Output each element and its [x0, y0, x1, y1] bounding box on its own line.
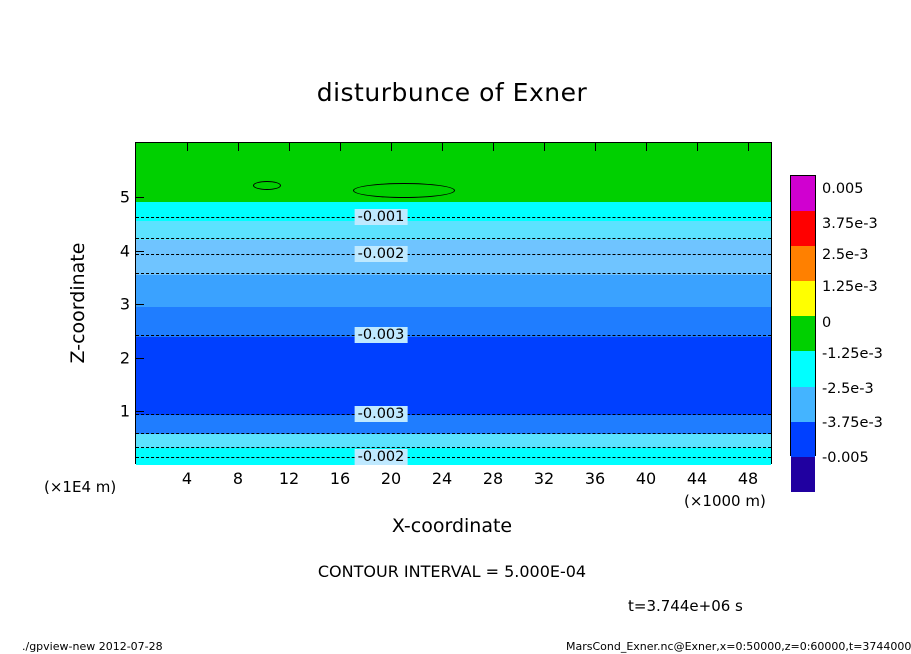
contour-label: -0.001 [355, 209, 408, 225]
footer-right-note: MarsCond_Exner.nc@Exner,x=0:50000,z=0:60000,t=3744000 [566, 640, 911, 653]
x-tick-mark [493, 143, 494, 151]
contour-interval-note: CONTOUR INTERVAL = 5.000E-04 [317, 562, 587, 581]
closed-contour [353, 183, 455, 198]
y-tick-mark [136, 411, 144, 412]
y-tick-label: 4 [119, 241, 130, 261]
colorbar-segment [791, 281, 815, 316]
contour-line [136, 414, 771, 415]
x-tick-mark [697, 143, 698, 151]
x-tick-label: 28 [482, 469, 504, 488]
x-tick-mark [544, 143, 545, 151]
x-tick-label: 20 [380, 469, 402, 488]
band-3 [136, 240, 771, 275]
colorbar [790, 175, 816, 456]
contour-line [136, 217, 771, 218]
contour-plot [119, 142, 772, 488]
colorbar-label: 0 [822, 315, 832, 331]
y-tick-label: 3 [119, 294, 130, 314]
contour-label: -0.003 [355, 327, 408, 343]
y-tick-mark [136, 251, 144, 252]
footer-left-note: ./gpview-new 2012-07-28 [22, 640, 163, 653]
closed-contour [253, 181, 281, 190]
x-tick-label: 48 [737, 469, 759, 488]
x-tick-label: 16 [329, 469, 351, 488]
contour-label: -0.002 [355, 246, 408, 262]
x-tick-label: 12 [278, 469, 300, 488]
contour-label: -0.003 [355, 406, 408, 422]
band-0 [136, 143, 771, 202]
x-tick-label: 4 [181, 469, 193, 488]
band-8 [136, 434, 771, 448]
x-axis-unit: (×1000 m) [684, 492, 766, 510]
y-tick-mark [136, 197, 144, 198]
x-tick-mark [340, 143, 341, 151]
x-tick-mark [289, 143, 290, 151]
x-tick-mark [187, 143, 188, 151]
x-tick-label: 8 [232, 469, 244, 488]
colorbar-label: 3.75e-3 [822, 216, 878, 232]
contour-line [136, 335, 771, 336]
colorbar-label: 1.25e-3 [822, 279, 878, 295]
y-tick-mark [136, 304, 144, 305]
contour-line [136, 447, 771, 448]
x-tick-label: 44 [686, 469, 708, 488]
y-tick-mark [136, 358, 144, 359]
band-5 [136, 307, 771, 337]
y-axis-unit: (×1E4 m) [44, 478, 117, 496]
colorbar-label: -0.005 [822, 450, 869, 466]
x-axis-label: X-coordinate [391, 515, 513, 537]
y-tick-label: 5 [119, 187, 130, 207]
x-tick-mark [391, 143, 392, 151]
y-axis-label: Z-coordinate [67, 242, 89, 364]
x-tick-label: 36 [584, 469, 606, 488]
colorbar-label: -1.25e-3 [822, 346, 883, 362]
contour-line [136, 433, 771, 434]
colorbar-label: 2.5e-3 [822, 247, 869, 263]
contour-line [136, 254, 771, 255]
band-7 [136, 415, 771, 434]
x-tick-mark [748, 143, 749, 151]
band-6 [136, 337, 771, 415]
contour-label: -0.002 [355, 449, 408, 465]
page-title: disturbunce of Exner [316, 78, 588, 107]
band-4 [136, 275, 771, 307]
colorbar-segment [791, 457, 815, 492]
x-tick-mark [646, 143, 647, 151]
x-tick-mark [442, 143, 443, 151]
x-tick-label: 24 [431, 469, 453, 488]
contour-line [136, 273, 771, 274]
colorbar-segment [791, 422, 815, 457]
colorbar-label: -2.5e-3 [822, 381, 874, 397]
band-1 [136, 202, 771, 221]
contour-line [136, 238, 771, 239]
colorbar-label: 0.005 [822, 181, 864, 197]
colorbar-segment [791, 246, 815, 281]
x-tick-mark [595, 143, 596, 151]
timestamp: t=3.744e+06 s [628, 597, 743, 615]
contour-line [136, 457, 771, 458]
y-tick-label: 2 [119, 348, 130, 368]
y-tick-label: 1 [119, 401, 130, 421]
x-tick-label: 40 [635, 469, 657, 488]
colorbar-segment [791, 387, 815, 422]
colorbar-segment [791, 316, 815, 351]
colorbar-label: -3.75e-3 [822, 415, 883, 431]
x-tick-label: 32 [533, 469, 555, 488]
colorbar-segment [791, 176, 815, 211]
x-tick-mark [238, 143, 239, 151]
colorbar-segment [791, 211, 815, 246]
colorbar-segment [791, 351, 815, 386]
